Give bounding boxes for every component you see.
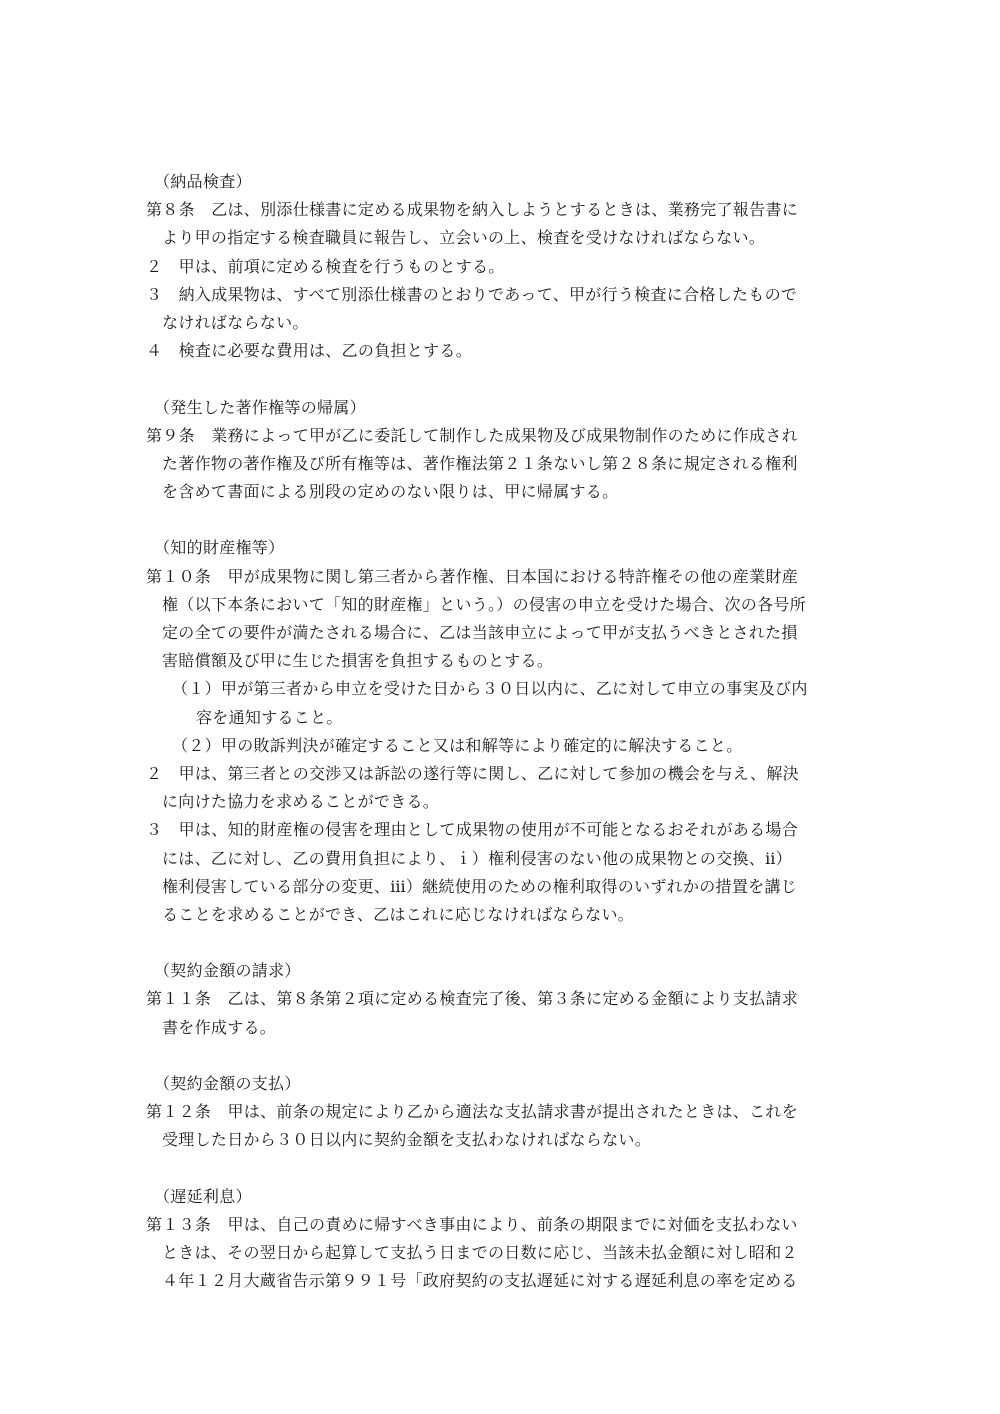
text-line: 害賠償額及び甲に生じた損害を負担するものとする。 bbox=[162, 651, 554, 671]
text-line: 権（以下本条において「知的財産権」という。）の侵害の申立を受けた場合、次の各号所 bbox=[162, 594, 807, 614]
text-line: ることを求めることができ、乙はこれに応じなければならない。 bbox=[162, 904, 635, 924]
text-line: ときは、その翌日から起算して支払う日までの日数に応じ、当該未払金額に対し昭和２ bbox=[162, 1243, 798, 1263]
text-line: 第１２条 甲は、前条の規定により乙から適法な支払請求書が提出されたときは、これを bbox=[146, 1102, 799, 1122]
text-line: 書を作成する。 bbox=[162, 1017, 277, 1037]
text-line: た著作物の著作権及び所有権等は、著作権法第２１条ないし第２８条に規定される権利 bbox=[162, 453, 798, 473]
text-line: ３ 甲は、知的財産権の侵害を理由として成果物の使用が不可能となるおそれがある場合 bbox=[146, 820, 799, 840]
text-line: 第８条 乙は、別添仕様書に定める成果物を納入しようとするときは、業務完了報告書に bbox=[146, 200, 799, 220]
text-line: には、乙に対し、乙の費用負担により、ｉ）権利侵害のない他の成果物との交換、ⅱ） bbox=[162, 848, 792, 868]
text-line: 第１１条 乙は、第８条第２項に定める検査完了後、第３条に定める金額により支払請求 bbox=[146, 989, 799, 1009]
text-line: より甲の指定する検査職員に報告し、立会いの上、検査を受けなければならない。 bbox=[162, 228, 766, 248]
article-heading: （発生した著作権等の帰属） bbox=[154, 397, 366, 417]
article-heading: （契約金額の支払） bbox=[154, 1074, 301, 1093]
text-line: 権利侵害している部分の変更、ⅲ）継続使用のための権利取得のいずれかの措置を講じ bbox=[162, 876, 798, 896]
text-line: 第１３条 甲は、自己の責めに帰すべき事由により、前条の期限までに対価を支払わない bbox=[146, 1214, 798, 1234]
blank-line bbox=[146, 1155, 860, 1183]
text-line: 第９条 業務によって甲が乙に委託して制作した成果物及び成果物制作のために作成され bbox=[146, 425, 799, 445]
text-line: ２ 甲は、前項に定める検査を行うものとする。 bbox=[146, 256, 505, 276]
document-body bbox=[146, 168, 860, 1296]
text-line: なければならない。 bbox=[162, 312, 309, 332]
text-line: 容を通知すること。 bbox=[196, 707, 343, 727]
text-line: ３ 納入成果物は、すべて別添仕様書のとおりであって、甲が行う検査に合格したもので bbox=[146, 284, 798, 304]
text-line: ２ 甲は、第三者との交渉又は訴訟の遂行等に関し、乙に対して参加の機会を与え、解決 bbox=[146, 763, 799, 783]
text-line: ４ 検査に必要な費用は、乙の負担とする。 bbox=[146, 341, 473, 361]
text-line: に向けた協力を求めることができる。 bbox=[162, 792, 440, 812]
blank-line bbox=[146, 365, 860, 393]
article-heading: （遅延利息） bbox=[154, 1186, 252, 1206]
article-heading: （契約金額の請求） bbox=[154, 961, 301, 981]
text-line: を含めて書面による別段の定めのない限りは、甲に帰属する。 bbox=[162, 482, 619, 502]
text-line: 第１０条 甲が成果物に関し第三者から著作権、日本国における特許権その他の産業財産 bbox=[146, 566, 799, 586]
text-line: ４年１２月大蔵省告示第９９１号「政府契約の支払遅延に対する遅延利息の率を定める bbox=[162, 1271, 798, 1291]
blank-line bbox=[146, 506, 860, 534]
article-heading: （納品検査） bbox=[154, 172, 252, 191]
article-heading: （知的財産権等） bbox=[154, 538, 285, 558]
text-line: （１）甲が第三者から申立を受けた日から３０日以内に、乙に対して申立の事実及び内 bbox=[172, 679, 808, 699]
blank-line bbox=[146, 1042, 860, 1070]
blank-line bbox=[146, 929, 860, 957]
text-line: 定の全ての要件が満たされる場合に、乙は当該申立によって甲が支払うべきとされた損 bbox=[162, 623, 798, 642]
text-line: （２）甲の敗訴判決が確定すること又は和解等により確定的に解決すること。 bbox=[172, 735, 743, 755]
text-line: 受理した日から３０日以内に契約金額を支払わなければならない。 bbox=[162, 1130, 652, 1150]
